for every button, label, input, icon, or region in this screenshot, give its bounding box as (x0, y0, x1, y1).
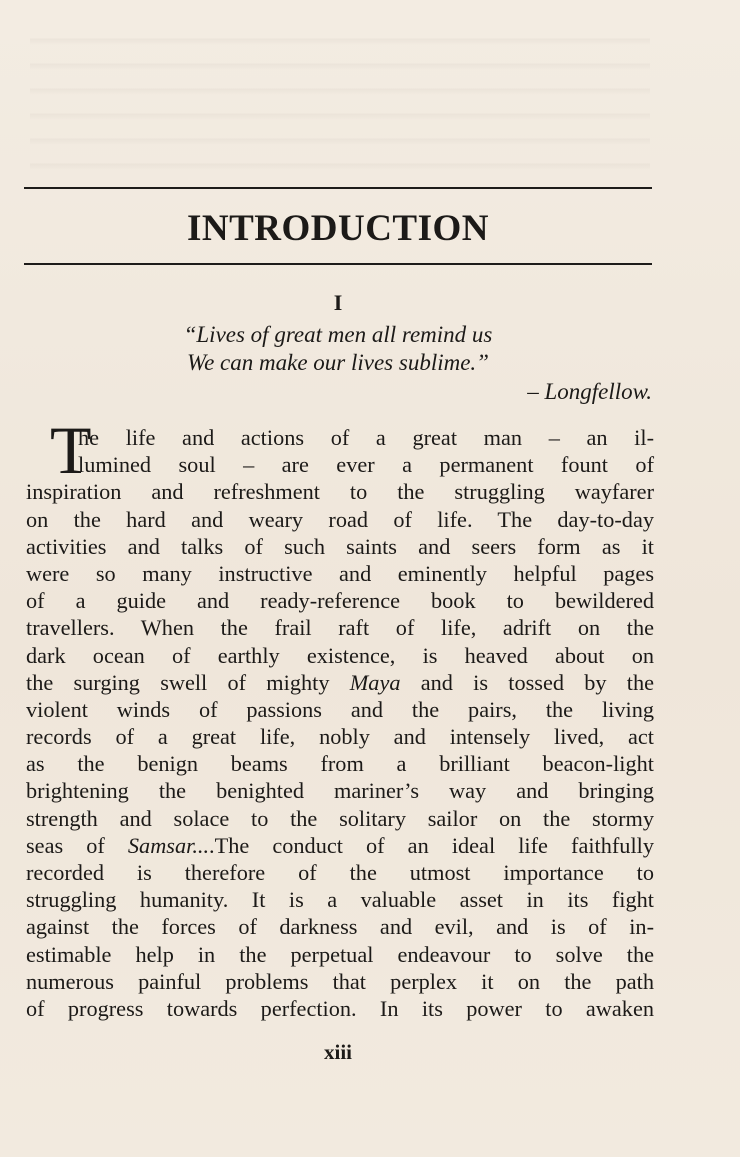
paragraph-line: numerous painful problems that perplex it on the path (26, 968, 654, 994)
page-number: xiii (323, 1040, 352, 1064)
paragraph-line: violent winds of passions and the pairs, the living (26, 696, 654, 722)
paragraph-line: records of a great life, nobly and intensely lived, act (26, 724, 654, 750)
italic-term: Maya (349, 669, 401, 695)
paragraph-line: struggling humanity. It is a valuable asset in its fight (26, 887, 654, 913)
paragraph-line: on the hard and weary road of life. The day-to-day (26, 506, 654, 532)
paragraph-line: seas of Samsar....The conduct of an ideal life faithfully (26, 832, 654, 858)
paragraph-line: recorded is therefore of the utmost importance to (26, 860, 654, 885)
italic-term: Samsar... (127, 832, 210, 858)
heading-rule-bottom (24, 263, 652, 265)
body-paragraph (26, 424, 654, 1022)
drop-cap: T (50, 412, 92, 488)
paragraph-line: as the benign beams from a brilliant beacon-light (26, 751, 654, 777)
bleed-through-text (30, 20, 650, 170)
paragraph-line: strength and solace to the solitary sailor on the stormy (26, 805, 654, 831)
paragraph-line: dark ocean of earthly existence, is heaved about on (26, 642, 654, 668)
section-number: I (333, 290, 343, 315)
paragraph-line: were so many instructive and eminently helpful pages (26, 560, 654, 586)
paragraph-line: activities and talks of such saints and seers form as it (26, 533, 654, 559)
paragraph-line: lumined soul – are ever a permanent fount of (78, 452, 654, 478)
page-title: INTRODUCTION (186, 208, 490, 249)
paragraph-line: of progress towards perfection. In its power to awaken (26, 995, 654, 1021)
paragraph-line: estimable help in the perpetual endeavour to solve the (26, 941, 654, 967)
paragraph-line: travellers. When the frail raft of life, adrift on the (26, 615, 654, 641)
epigraph-attribution: – Longfellow. (527, 379, 652, 404)
epigraph-line-1: “Lives of great men all remind us (183, 322, 493, 347)
paragraph-line: the surging swell of mighty Maya and is tossed by the (26, 669, 655, 695)
paragraph-line: against the forces of darkness and evil, and is of in- (26, 914, 654, 940)
paragraph-line: he life and actions of a great man – an il- (78, 425, 654, 450)
heading-rule-top (24, 187, 652, 189)
paragraph-line: of a guide and ready-reference book to bewildered (26, 588, 654, 614)
paragraph-line: inspiration and refreshment to the struggling wayfarer (26, 479, 654, 505)
epigraph-line-2: We can make our lives sublime.” (187, 350, 489, 375)
paragraph-line: brightening the benighted mariner’s way and bringing (26, 778, 654, 804)
